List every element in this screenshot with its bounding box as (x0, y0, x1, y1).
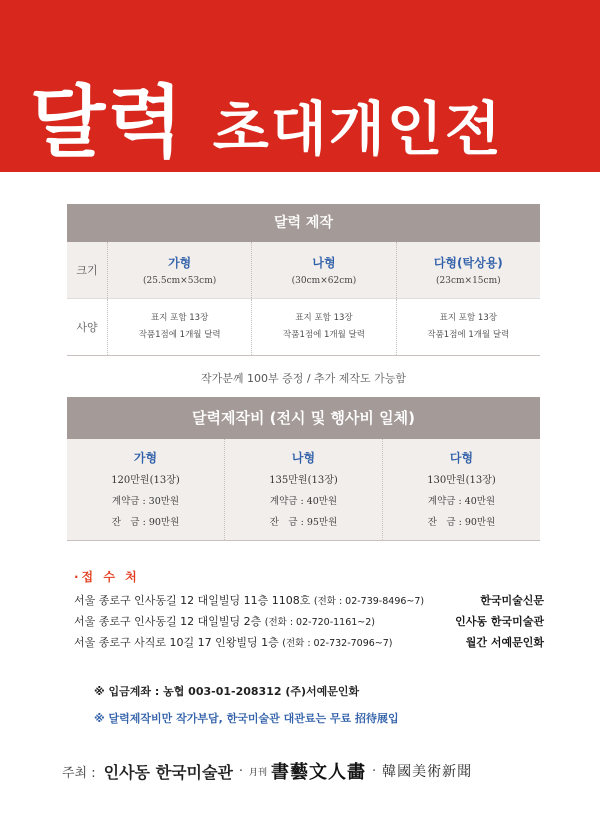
organization: 인사동 한국미술관 (455, 615, 544, 628)
spec-row (67, 299, 540, 356)
phone: (전화 : 02-720-1161~2) (264, 617, 376, 628)
organization: 월간 서예문인화 (465, 636, 544, 649)
organization: 한국미술신문 (480, 594, 544, 607)
header-banner (0, 0, 600, 172)
separator: · (372, 763, 377, 779)
reception-row (74, 634, 544, 655)
cost-table (67, 397, 540, 541)
phone: (전화 : 02-739-8496~7) (313, 596, 425, 607)
balance: 잔 금 : 90만원 (111, 517, 180, 528)
title-main: 달력 (30, 78, 185, 168)
reception-row (74, 592, 544, 613)
type-label: 나형 (312, 256, 336, 270)
host-label: 주최 : (62, 765, 96, 781)
price: 130만원(13장) (427, 475, 496, 486)
reception-title: ·접 수 처 (74, 570, 140, 584)
address: 서울 종로구 사직로 10길 17 인왕빌딩 1층 (74, 636, 279, 649)
bank-account: ※ 입금계좌 : 농협 003-01-208312 (주)서예문인화 (94, 685, 360, 698)
separator: · (238, 763, 243, 779)
spec-cell-b (251, 299, 395, 355)
spec-line: 작품1점에 1개월 달력 (427, 330, 510, 340)
cost-cell-c (382, 439, 540, 540)
type-label: 다형(탁상용) (433, 256, 503, 270)
deposit: 계약금 : 40만원 (427, 496, 496, 507)
type-label: 가형 (168, 256, 192, 270)
type-label: 나형 (291, 451, 316, 465)
host-org-newspaper: 韓國美術新聞 (382, 764, 473, 780)
size-label: 크기 (76, 264, 98, 277)
size-row (67, 242, 540, 299)
deposit: 계약금 : 40만원 (269, 496, 338, 507)
dimension: (23cm×15cm) (436, 276, 501, 286)
title-sub: 초대개인전 (212, 95, 503, 163)
deposit: 계약금 : 30만원 (111, 496, 180, 507)
size-cell-b (251, 242, 395, 298)
spec-cell-a (107, 299, 251, 355)
production-table-title: 달력 제작 (67, 204, 540, 242)
spec-line: 표지 포함 13장 (295, 313, 353, 323)
spec-label: 사양 (76, 321, 98, 334)
cost-table-title: 달력제작비 (전시 및 행사비 일체) (67, 397, 540, 439)
type-label: 가형 (133, 451, 158, 465)
spec-line: 작품1점에 1개월 달력 (138, 330, 221, 340)
host-org-calligraphy: 書藝文人畵 (271, 762, 367, 783)
price: 135만원(13장) (269, 475, 338, 486)
cost-cell-b (224, 439, 382, 540)
bank-note: ※ 달력제작비만 작가부담, 한국미술관 대관료는 무료 招待展입 (94, 712, 399, 725)
cost-row (67, 439, 540, 541)
price: 120만원(13장) (111, 475, 180, 486)
reception-row (74, 613, 544, 634)
production-table (67, 204, 540, 356)
dimension: (30cm×62cm) (291, 276, 357, 286)
phone: (전화 : 02-732-7096~7) (282, 638, 393, 649)
type-label: 다형 (449, 451, 474, 465)
balance: 잔 금 : 90만원 (427, 517, 496, 528)
spec-line: 표지 포함 13장 (151, 313, 209, 323)
spec-line: 표지 포함 13장 (439, 313, 497, 323)
size-cell-c (396, 242, 540, 298)
reception-section (74, 568, 544, 655)
host-org-museum: 인사동 한국미술관 (103, 762, 233, 782)
banner-title (30, 60, 503, 172)
host-line (62, 758, 552, 784)
gift-note: 작가분께 100부 증정 / 추가 제작도 가능함 (200, 372, 407, 385)
size-cell-a (107, 242, 251, 298)
balance: 잔 금 : 95만원 (269, 517, 338, 528)
address: 서울 종로구 인사동길 12 대일빌딩 2층 (74, 615, 262, 628)
address: 서울 종로구 인사동길 12 대일빌딩 11층 1108호 (74, 594, 311, 607)
cost-cell-a (67, 439, 224, 540)
spec-cell-c (396, 299, 540, 355)
spec-line: 작품1점에 1개월 달력 (283, 330, 365, 340)
dimension: (25.5cm×53cm) (143, 276, 217, 286)
host-org-monthly: 月刊 (249, 767, 268, 778)
